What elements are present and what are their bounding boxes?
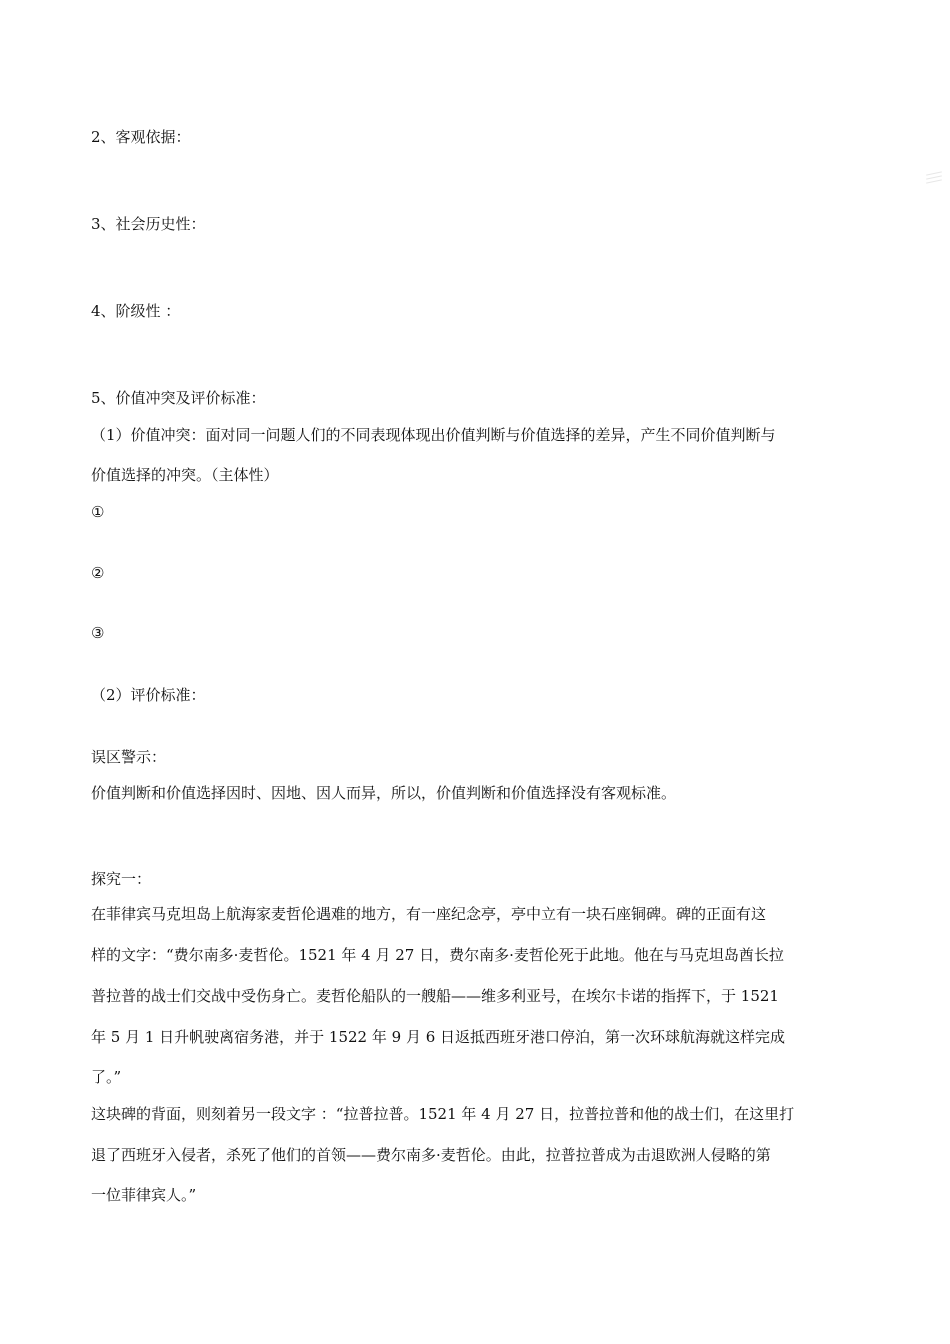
scan-mark [926,170,942,182]
inquiry-paragraph-line: 一位菲律宾人。” [91,1186,197,1204]
inquiry-paragraph-line: 这块碑的背面，则刻着另一段文字 ：“拉普拉普。1521 年 4 月 27 日，拉普拉普和他的战士们，在这里打 [91,1105,795,1123]
heading-objective-basis: 2、客观依据： [91,128,191,146]
misconception-title: 误区警示： [91,748,167,766]
value-conflict-text-line: 价值选择的冲突。（主体性） [91,466,279,484]
inquiry-paragraph-line: 退了西班牙入侵者，杀死了他们的首领——费尔南多·麦哲伦。由此，拉普拉普成为击退欧洲人侵略的第 [91,1146,771,1164]
heading-evaluation-standard: （2）评价标准： [91,686,206,704]
inquiry-paragraph-line: 普拉普的战士们交战中受伤身亡。麦哲伦船队的一艘船——维多利亚号，在埃尔卡诺的指挥下，于 1521 [91,987,779,1005]
inquiry-paragraph-line: 在菲律宾马克坦岛上航海家麦哲伦遇难的地方，有一座纪念亭，亭中立有一块石座铜碑。碑的正面有这 [91,905,767,923]
heading-social-historical: 3、社会历史性： [91,215,206,233]
list-item-1: ① [91,503,105,521]
heading-value-conflict: 5、价值冲突及评价标准： [91,389,266,407]
list-item-2: ② [91,564,105,582]
inquiry-paragraph-line: 样的文字：“费尔南多·麦哲伦。1521 年 4 月 27 日，费尔南多·麦哲伦死于此地。他在与马克坦岛酋长拉 [91,946,784,964]
inquiry-paragraph-line: 年 5 月 1 日升帆驶离宿务港，并于 1522 年 9 月 6 日返抵西班牙港口停泊，第一次环球航海就这样完成 [91,1028,786,1046]
inquiry-title: 探究一： [91,870,152,888]
inquiry-paragraph-line: 了。” [91,1068,122,1086]
list-item-3: ③ [91,624,105,642]
value-conflict-text-line: （1）价值冲突：面对同一问题人们的不同表现体现出价值判断与价值选择的差异，产生不同价值判断与 [91,426,776,444]
heading-class-nature: 4、阶级性 ： [91,302,181,320]
misconception-text: 价值判断和价值选择因时、因地、因人而异，所以，价值判断和价值选择没有客观标准。 [91,784,677,802]
